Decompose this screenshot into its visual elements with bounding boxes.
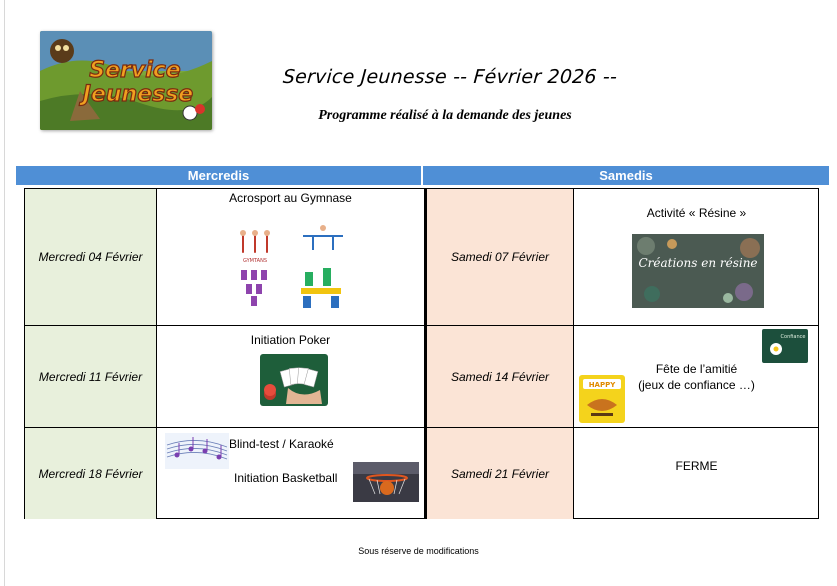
poker-image: [260, 354, 328, 411]
column-header-mercredis: Mercredis: [16, 166, 421, 185]
schedule-table: [24, 188, 819, 519]
row-divider: [25, 427, 819, 428]
fete-amitie-line2: (jeux de confiance …): [638, 378, 755, 392]
svg-text:Service: Service: [89, 58, 181, 83]
wednesday-date: Mercredi 04 Février: [38, 250, 143, 264]
column-divider: [156, 189, 157, 519]
saturday-date-cell: [427, 326, 573, 427]
basketball-image: [353, 462, 419, 507]
resine-image-text: Créations en résine: [638, 256, 758, 270]
activity-acrosport: Acrosport au Gymnase: [229, 191, 352, 205]
activity-ferme: FERME: [675, 459, 718, 473]
page-subtitle: Programme réalisé à la demande des jeunes: [318, 108, 572, 123]
acrosport-image: [233, 222, 357, 315]
badge-text: HAPPY: [588, 381, 616, 389]
music-notes-image: [165, 433, 229, 474]
saturday-date: Samedi 07 Février: [450, 250, 550, 264]
wednesday-date-cell: [25, 189, 156, 325]
center-divider: [424, 189, 427, 519]
svg-text:Jeunesse: Jeunesse: [82, 82, 194, 107]
saturday-date: Samedi 21 Février: [450, 466, 550, 481]
page-edge: [4, 0, 5, 586]
footer-note: Sous réserve de modifications: [358, 546, 479, 556]
fete-amitie-line1: Fête de l’amitié: [655, 362, 738, 376]
wednesday-date-cell: [25, 326, 156, 427]
activity-resine: Activité « Résine »: [646, 206, 747, 220]
svg-text:GYMTANS: GYMTANS: [243, 258, 267, 264]
saturday-date-cell: [427, 189, 573, 325]
column-header-samedis: Samedis: [423, 166, 829, 185]
wednesday-date-cell: [25, 428, 156, 519]
activity-blindtest: Blind-test / Karaoké: [229, 437, 334, 451]
saturday-date-cell: [427, 428, 573, 519]
friendship-badge-image: [579, 375, 625, 428]
service-jeunesse-logo: [40, 31, 212, 130]
row-divider: [25, 325, 819, 326]
confiance-card-image: [762, 329, 808, 368]
activity-poker: Initiation Poker: [250, 333, 331, 347]
activity-basketball: Initiation Basketball: [234, 471, 338, 485]
saturday-date: Samedi 14 Février: [450, 369, 550, 384]
wednesday-date: Mercredi 11 Février: [38, 369, 143, 384]
page-title: Service Jeunesse -- Février 2026 --: [282, 66, 618, 88]
resine-image: [632, 234, 764, 313]
wednesday-date: Mercredi 18 Février: [38, 466, 143, 481]
confiance-card-text: Confiance: [780, 334, 806, 340]
